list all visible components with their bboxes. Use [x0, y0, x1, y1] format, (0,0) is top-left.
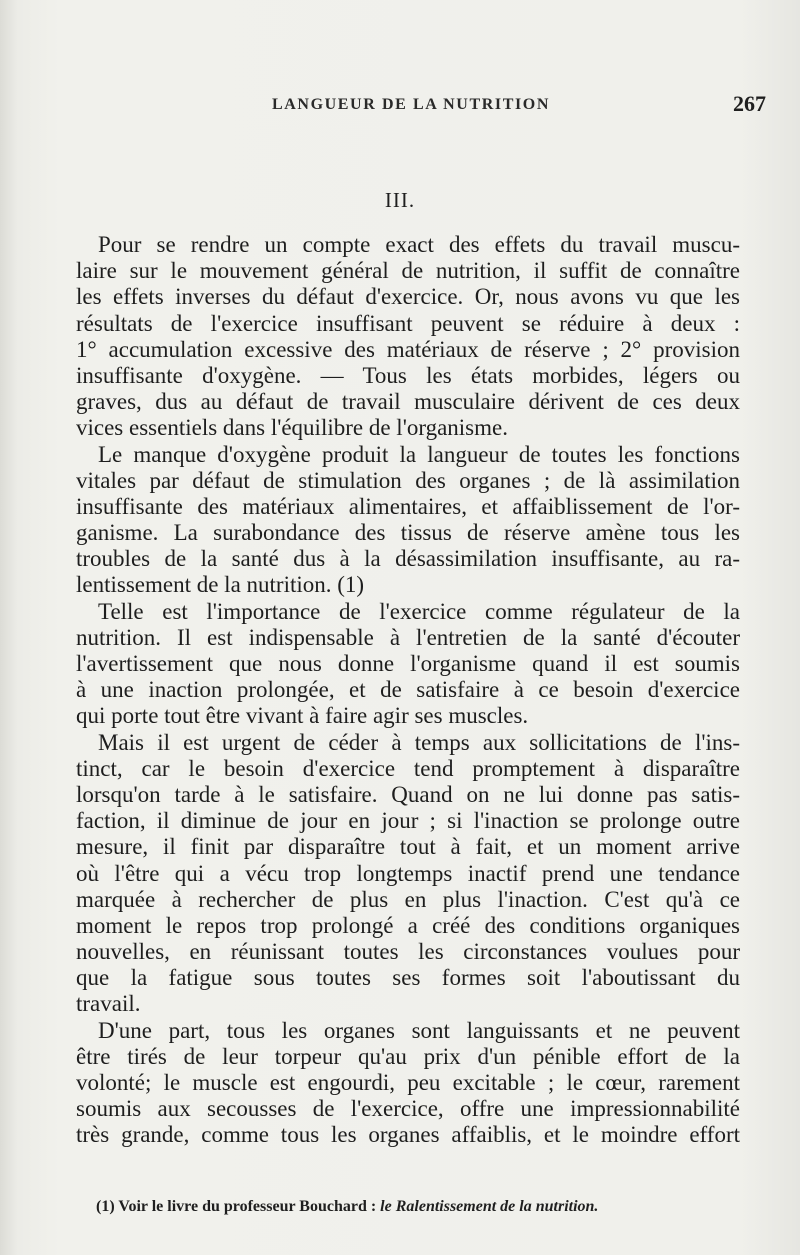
- text-line: l'avertissement que nous donne l'organisme quand il est soumis: [76, 651, 740, 676]
- text-line: vitales par défaut de stimulation des organes ; de là assimilation: [76, 467, 740, 493]
- text-line: nouvelles, en réunissant toutes les circonstances voulues pour: [76, 939, 740, 965]
- text-line: volonté; le muscle est engourdi, peu excitable ; le cœur, rarement: [76, 1070, 740, 1095]
- text-line: que la fatigue sous toutes ses formes soit l'aboutissant du: [76, 965, 740, 991]
- text-line: nutrition. Il est indispensable à l'entretien de la santé d'écouter: [76, 624, 740, 650]
- paragraph: [76, 442, 740, 599]
- text-line: Pour se rendre un compte exact des effets du travail muscu-: [98, 232, 740, 257]
- text-line: moment le repos trop prolongé a créé des conditions organiques: [76, 912, 740, 938]
- paragraph: [76, 730, 740, 1018]
- text-line: les effets inverses du défaut d'exercice. Or, nous avons vu que les: [76, 284, 740, 310]
- footnote-text: Voir le livre du professeur Bouchard :: [118, 1198, 377, 1215]
- text-line: très grande, comme tous les organes affaiblis, et le moindre effort: [76, 1122, 740, 1148]
- text-line: insuffisante des matériaux alimentaires, et affaiblissement de l'or-: [76, 493, 740, 519]
- text-line: tinct, car le besoin d'exercice tend promptement à disparaître: [76, 755, 740, 781]
- text-line: mesure, il finit par disparaître tout à fait, et un moment arrive: [76, 834, 740, 860]
- running-title: LANGUEUR DE LA NUTRITION: [272, 96, 550, 113]
- body-text: [76, 232, 740, 1149]
- text-line: résultats de l'exercice insuffisant peuvent se réduire à deux :: [76, 310, 740, 336]
- text-line: à une inaction prolongée, et de satisfaire à ce besoin d'exercice: [76, 677, 740, 703]
- text-line: travail.: [76, 991, 141, 1017]
- text-line: soumis aux secousses de l'exercice, offre une impressionnabilité: [76, 1096, 740, 1122]
- paragraph: [76, 232, 740, 442]
- text-line: insuffisante d'oxygène. — Tous les états morbides, légers ou: [76, 362, 740, 388]
- text-line: Le manque d'oxygène produit la langueur de toutes les fonctions: [98, 441, 740, 467]
- text-line: qui porte tout être vivant à faire agir ses muscles.: [76, 703, 529, 729]
- text-line: 1° accumulation excessive des matériaux de réserve ; 2° provision: [76, 336, 740, 362]
- footnote-marker: (1): [96, 1198, 115, 1215]
- page-number: 267: [733, 91, 766, 116]
- running-head: [0, 91, 800, 120]
- text-line: lentissement de la nutrition. (1): [76, 572, 365, 598]
- text-line: faction, il diminue de jour en jour ; si l'inaction se prolonge outre: [76, 808, 740, 834]
- text-line: Mais il est urgent de céder à temps aux sollicitations de l'ins-: [98, 729, 740, 755]
- text-line: graves, dus au défaut de travail musculaire dérivent de ces deux: [76, 389, 740, 415]
- footnote-reference-title: le Ralentissement de la nutrition.: [380, 1198, 599, 1215]
- footnote: [96, 1198, 736, 1216]
- text-line: vices essentiels dans l'équilibre de l'organisme.: [76, 415, 508, 441]
- text-line: D'une part, tous les organes sont languissants et ne peuvent: [98, 1017, 740, 1043]
- text-line: troubles de la santé dus à la désassimilation insuffisante, au ra-: [76, 546, 740, 572]
- text-line: où l'être qui a vécu trop longtemps inactif prend une tendance: [76, 860, 740, 886]
- section-heading: III.: [384, 188, 416, 212]
- text-line: lorsqu'on tarde à le satisfaire. Quand on ne lui donne pas satis-: [76, 781, 740, 807]
- paragraph: [76, 1018, 740, 1149]
- text-line: laire sur le mouvement général de nutrition, il suffit de connaître: [76, 258, 740, 284]
- text-line: marquée à rechercher de plus en plus l'inaction. C'est qu'à ce: [76, 886, 740, 912]
- text-line: être tirés de leur torpeur qu'au prix d'un pénible effort de la: [76, 1043, 740, 1069]
- paragraph: [76, 599, 740, 730]
- text-line: Telle est l'importance de l'exercice comme régulateur de la: [98, 598, 740, 624]
- text-line: ganisme. La surabondance des tissus de réserve amène tous les: [76, 520, 740, 546]
